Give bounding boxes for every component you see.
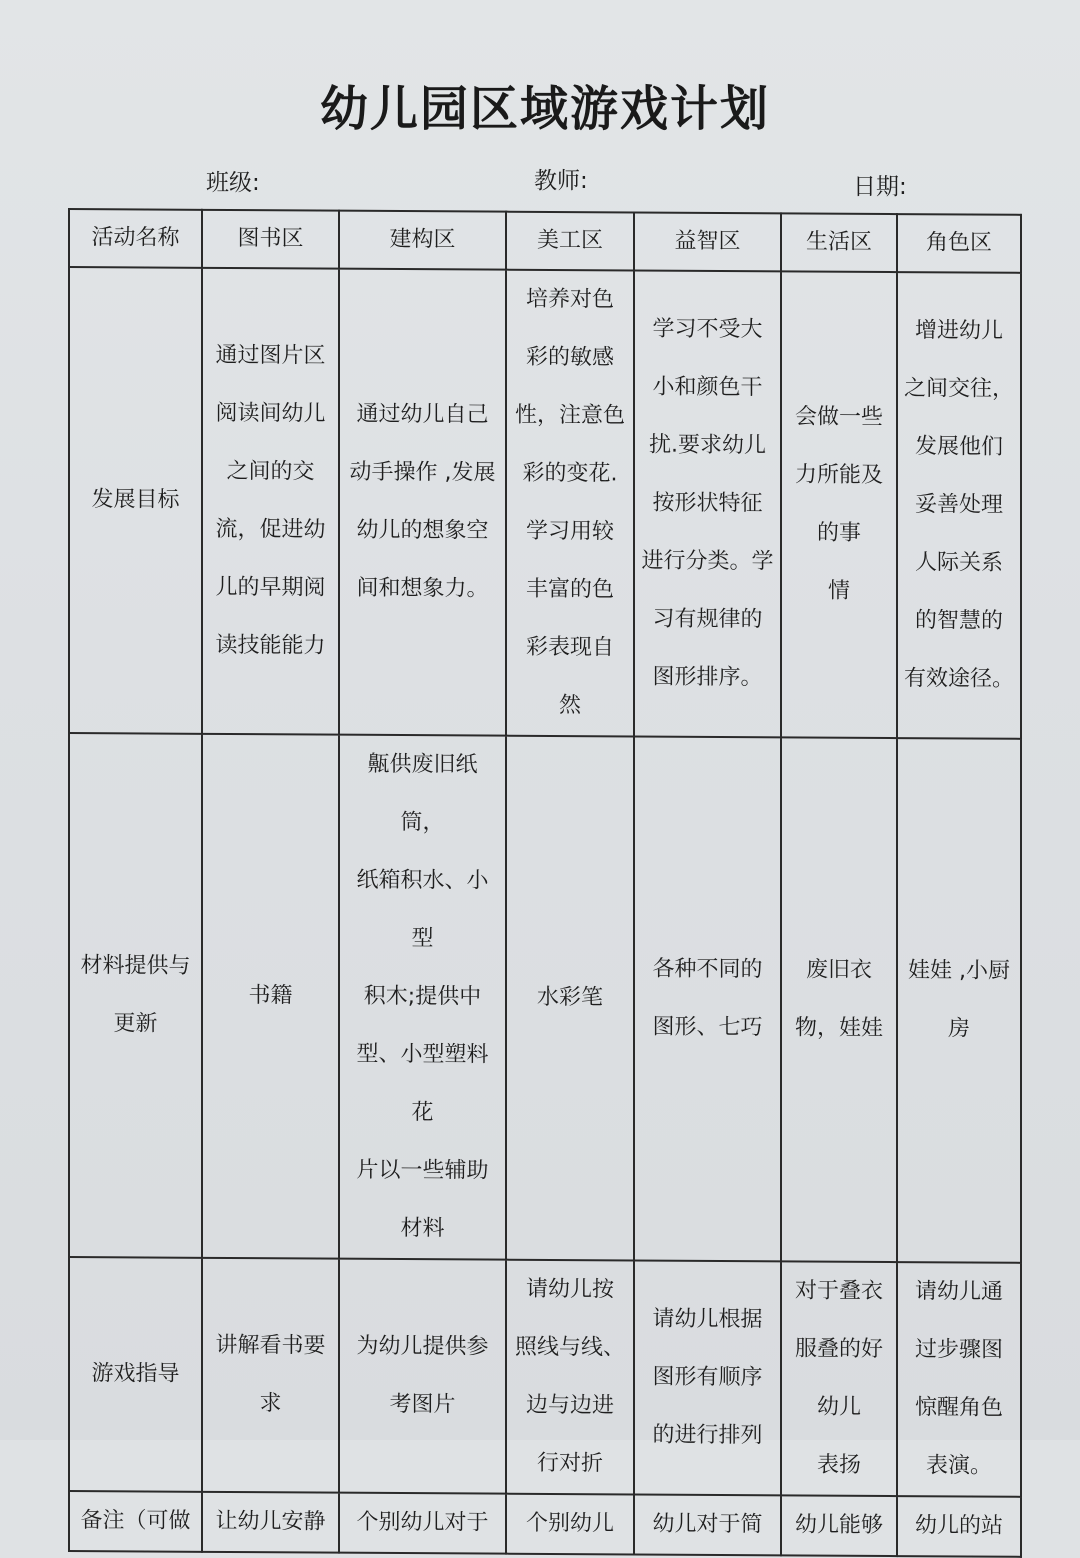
cell-guidance-construction: 为幼儿提供参 考图片 bbox=[339, 1259, 506, 1494]
cell-guidance-role: 请幼儿通 过步骤图 惊醒角色 表演。 bbox=[897, 1262, 1021, 1497]
cell-materials-art: 水彩笔 bbox=[506, 736, 634, 1261]
cell-goals-construction: 通过幼儿自己 动手操作 ,发展 幼儿的想象空 间和想象力。 bbox=[339, 269, 506, 736]
header-reading-area: 图书区 bbox=[202, 210, 339, 269]
table-row-goals bbox=[69, 267, 1021, 739]
cell-goals-role: 增进幼儿 之间交往， 发展他们 妥善处理 人际关系 的智慧的 有效途径。 bbox=[897, 272, 1021, 739]
header-construction-area: 建构区 bbox=[339, 211, 506, 270]
cell-goals-puzzle: 学习不受大 小和颜色干 扰.要求幼儿 按形状特征 进行分类。学 习有规律的 图形排序。 bbox=[634, 270, 781, 737]
teacher-label: 教师: bbox=[534, 168, 588, 194]
header-row bbox=[69, 209, 1021, 273]
cell-materials-construction: 齀供废旧纸筒， 纸箱积水、小型 积木;提供中 型、小型塑料花 片以一些辅助 材料 bbox=[339, 735, 506, 1260]
table-row-guidance bbox=[69, 1257, 1021, 1497]
plan-table bbox=[68, 208, 1022, 1558]
header-art-area: 美工区 bbox=[506, 212, 634, 271]
cell-remarks-puzzle: 幼儿对于简 bbox=[634, 1494, 781, 1555]
cell-guidance-reading: 讲解看书要 求 bbox=[202, 1258, 339, 1493]
table-row-remarks bbox=[69, 1491, 1021, 1557]
cell-remarks-construction: 个别幼儿对于 bbox=[339, 1493, 506, 1554]
cell-goals-life: 会做一些 力所能及 的事 情 bbox=[781, 271, 897, 738]
row-label-guidance: 游戏指导 bbox=[69, 1257, 202, 1492]
row-label-remarks: 备注（可做 bbox=[69, 1491, 202, 1552]
header-role-area: 角色区 bbox=[897, 214, 1021, 273]
cell-guidance-puzzle: 请幼儿根据 图形有顺序 的进行排列 bbox=[634, 1260, 781, 1495]
row-label-materials: 材料提供与 更新 bbox=[69, 733, 202, 1258]
table-row-materials bbox=[69, 733, 1021, 1263]
header-life-area: 生活区 bbox=[781, 213, 897, 272]
cell-remarks-life: 幼儿能够 bbox=[781, 1495, 897, 1556]
cell-remarks-role: 幼儿的站 bbox=[897, 1496, 1021, 1557]
cell-remarks-reading: 让幼儿安静 bbox=[202, 1492, 339, 1553]
class-label: 班级: bbox=[206, 170, 260, 196]
cell-goals-reading: 通过图片区 阅读间幼儿 之间的交 流，促进幼 儿的早期阅 读技能能力 bbox=[202, 268, 339, 735]
cell-guidance-life: 对于叠衣 服叠的好 幼儿 表扬 bbox=[781, 1261, 897, 1496]
header-puzzle-area: 益智区 bbox=[634, 212, 781, 271]
header-activity-name: 活动名称 bbox=[69, 209, 202, 268]
cell-guidance-art: 请幼儿按 照线与线、 边与边进 行对折 bbox=[506, 1260, 634, 1495]
cell-remarks-art: 个别幼儿 bbox=[506, 1494, 634, 1555]
cell-materials-role: 娃娃 ,小厨 房 bbox=[897, 738, 1021, 1263]
cell-materials-puzzle: 各种不同的 图形、七巧 bbox=[634, 736, 781, 1261]
cell-materials-life: 废旧衣 物，娃娃 bbox=[781, 737, 897, 1262]
row-label-goals: 发展目标 bbox=[69, 267, 202, 734]
cell-goals-art: 培养对色 彩的敏感 性，注意色 彩的变花. 学习用较 丰富的色 彩表现自 然 bbox=[506, 270, 634, 737]
date-label: 日期: bbox=[853, 174, 907, 200]
document-title: 幼儿园区域游戏计划 bbox=[319, 81, 770, 137]
cell-materials-reading: 书籍 bbox=[202, 734, 339, 1259]
